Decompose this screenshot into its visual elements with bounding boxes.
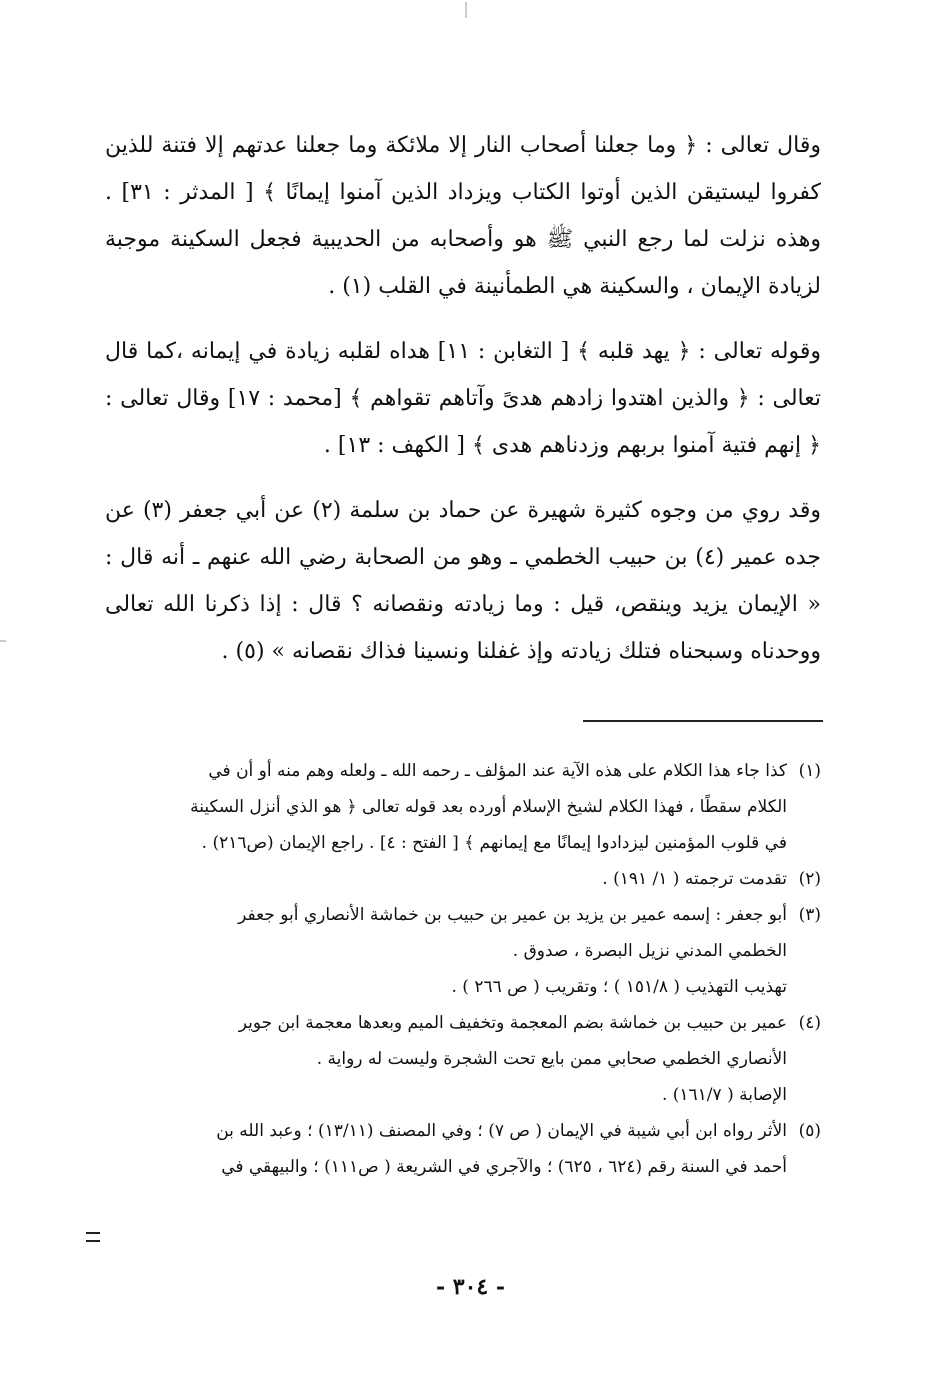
scan-mark-side	[0, 640, 6, 642]
footnote-line: الأثر رواه ابن أبي شيبة في الإيمان ( ص ٧) ؛ وفي المصنف (١٣/١١) ؛ وعبد الله بن	[216, 1121, 787, 1141]
scan-mark-top	[465, 2, 467, 18]
footnote-line: الأنصاري الخطمي صحابي ممن بايع تحت الشجرة وليست له رواية .	[316, 1049, 787, 1069]
footnote-5	[105, 1113, 821, 1185]
footnote-text	[105, 1005, 787, 1113]
paragraph-3: وقد روي من وجوه كثيرة شهيرة عن حماد بن سلمة (٢) عن أبي جعفر (٣) عن جده عمير (٤) بن حبيب الخطمي ـ وهو من الصحابة رضي الله عنهم ـ أنه قال : « الإيمان يزيد وينقص، قيل : وما زيادته ونقصانه ؟ قال : إذا ذكرنا الله تعالى ووحدناه وسبحناه فتلك زيادته وإذ غفلنا ونسينا فذاك نقصانه » (٥) .	[105, 498, 821, 664]
page-number: - ٣٠٤ -	[435, 1274, 506, 1300]
footnote-line: تهذيب التهذيب ( ١٥١/٨ ) ؛ وتقريب ( ص ٢٦٦ ) .	[451, 977, 787, 997]
footnote-text	[105, 753, 787, 861]
footnote-text	[105, 1113, 787, 1185]
paragraph-1: وقال تعالى : ﴿ وما جعلنا أصحاب النار إلا ملائكة وما جعلنا عدتهم إلا فتنة للذين كفروا ليستيقن الذين أوتوا الكتاب ويزداد الذين آمنوا إيمانًا ﴾ [ المدثر : ٣١] . وهذه نزلت لما رجع النبي ﷺ هو وأصحابه من الحديبية فجعل السكينة موجبة لزيادة الإيمان ، والسكينة هي الطمأنينة في القلب (١) .	[105, 133, 821, 299]
paragraph-2: وقوله تعالى : ﴿ يهد قلبه ﴾ [ التغابن : ١١] هداه لقلبه زيادة في إيمانه ،كما قال تعالى : ﴿ والذين اهتدوا زادهم هدىً وآتاهم تقواهم ﴾ [محمد : ١٧] وقال تعالى : ﴿ إنهم فتية آمنوا بربهم وزدناهم هدى ﴾ [ الكهف : ١٣] .	[105, 339, 821, 458]
footnote-line: كذا جاء هذا الكلام على هذه الآية عند المؤلف ـ رحمه الله ـ ولعله وهم منه أو أن في	[208, 761, 787, 781]
footnote-line: الخطمي المدني نزيل البصرة ، صدوق .	[512, 941, 787, 961]
footnote-line: تقدمت ترجمته ( ١/ ١٩١) .	[602, 869, 787, 889]
footnote-1	[105, 753, 821, 861]
footnote-line: في قلوب المؤمنين ليزدادوا إيمانًا مع إيمانهم ﴾ [ الفتح : ٤] . راجع الإيمان (ص٢١٦) .	[201, 833, 787, 853]
footnote-separator	[583, 720, 823, 722]
footnotes	[105, 753, 821, 1185]
footnote-4	[105, 1005, 821, 1113]
footnote-line: الإصابة ( ١٦١/٧) .	[661, 1085, 787, 1105]
footnote-text	[105, 861, 787, 897]
footnote-number: (٢)	[798, 869, 821, 889]
footnote-number: (٣)	[798, 905, 821, 925]
footnote-3	[105, 897, 821, 1005]
footnote-line: أحمد في السنة رقم (٦٢٤ ، ٦٢٥) ؛ والآجري في الشريعة ( ص١١١) ؛ والبيهقي في	[221, 1157, 787, 1177]
footnote-line: أبو جعفر : إسمه عمير بن يزيد بن عمير بن حبيب بن خماشة الأنصاري أبو جعفر	[238, 905, 787, 925]
footnote-line: الكلام سقطًا ، فهذا الكلام لشيخ الإسلام أورده بعد قوله تعالى ﴿ هو الذي أنزل السكينة	[190, 797, 787, 817]
continuation-mark	[86, 1232, 100, 1242]
footnote-2	[105, 861, 821, 897]
footnote-number: (٤)	[798, 1013, 821, 1033]
footnote-text	[105, 897, 787, 1005]
footnote-number: (٥)	[798, 1121, 821, 1141]
footnote-number: (١)	[798, 761, 821, 781]
main-text	[105, 122, 821, 693]
footnote-line: عمير بن حبيب بن خماشة بضم المعجمة وتخفيف الميم وبعدها معجمة ابن جوير	[238, 1013, 787, 1033]
